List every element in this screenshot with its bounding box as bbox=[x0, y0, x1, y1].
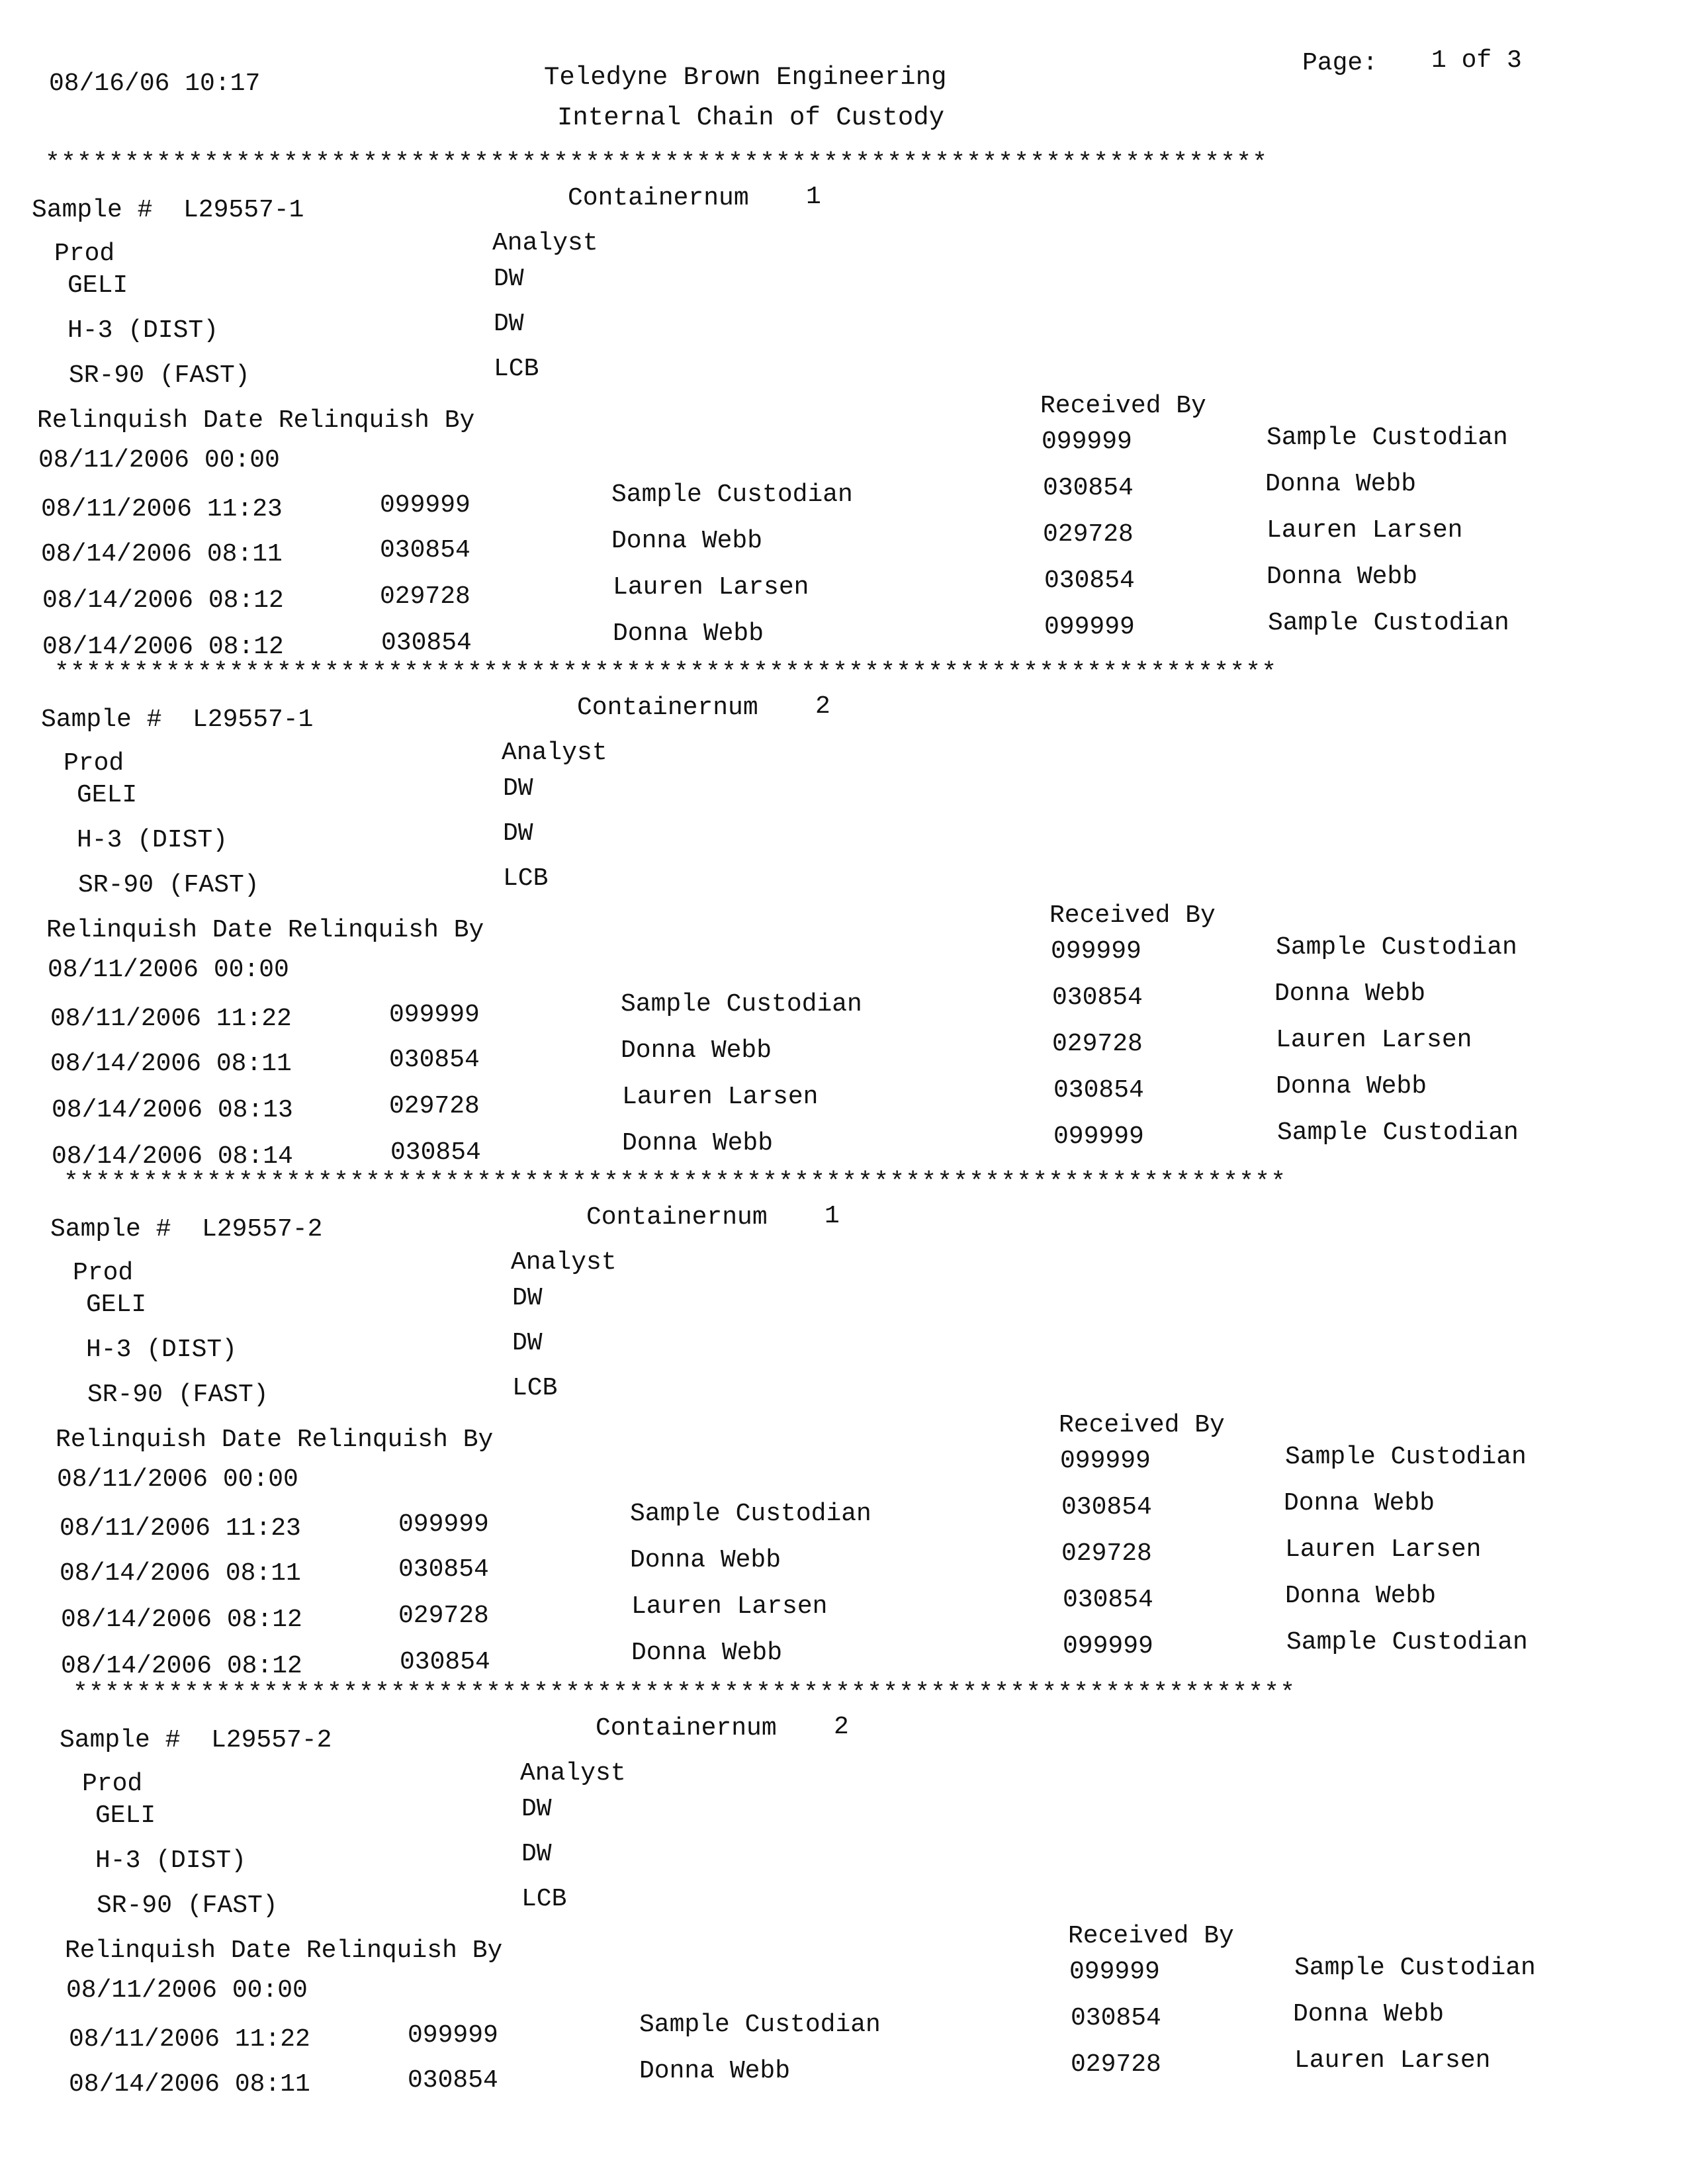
relinquish-name: Sample Custodian bbox=[639, 2011, 881, 2039]
received-id: 030854 bbox=[1061, 1493, 1152, 1522]
transfer-date: 08/14/2006 08:12 bbox=[61, 1652, 302, 1680]
prod-header: Prod bbox=[82, 1770, 143, 1798]
relinquish-id: 030854 bbox=[381, 629, 472, 657]
product-name: GELI bbox=[86, 1291, 147, 1319]
relinquish-id: 030854 bbox=[408, 2066, 498, 2095]
prod-header: Prod bbox=[73, 1259, 134, 1287]
transfer-date: 08/14/2006 08:12 bbox=[42, 633, 284, 661]
transfer-date: 08/11/2006 11:22 bbox=[50, 1005, 292, 1033]
received-name: Sample Custodian bbox=[1285, 1443, 1527, 1471]
received-id: 029728 bbox=[1061, 1539, 1152, 1568]
received-id: 030854 bbox=[1053, 1076, 1144, 1105]
analyst-code: LCB bbox=[521, 1885, 567, 1913]
analyst-header: Analyst bbox=[520, 1759, 626, 1788]
received-name: Donna Webb bbox=[1284, 1489, 1435, 1518]
transfer-date: 08/11/2006 11:22 bbox=[69, 2025, 310, 2054]
divider: ***************************************************************************** bbox=[73, 1679, 1296, 1707]
relinquish-id: 099999 bbox=[408, 2021, 498, 2050]
product-name: GELI bbox=[95, 1801, 156, 1830]
product-name: SR-90 (FAST) bbox=[69, 361, 250, 390]
transfer-date: 08/14/2006 08:11 bbox=[60, 1559, 301, 1588]
prod-header: Prod bbox=[54, 240, 115, 268]
relinquish-name: Lauren Larsen bbox=[631, 1592, 828, 1621]
analyst-header: Analyst bbox=[502, 739, 607, 767]
container-label: Containernum bbox=[568, 184, 749, 212]
transfer-date: 08/14/2006 08:11 bbox=[41, 540, 283, 569]
relinquish-name: Donna Webb bbox=[631, 1639, 783, 1667]
relinquish-name: Donna Webb bbox=[630, 1546, 781, 1574]
custody-record bbox=[9, 510, 1694, 1171]
relinquish-name: Donna Webb bbox=[613, 619, 764, 648]
container-number: 2 bbox=[815, 692, 830, 721]
transfer-date: 08/14/2006 08:12 bbox=[61, 1606, 302, 1634]
received-header: Received By bbox=[1040, 392, 1206, 420]
relinquish-name: Lauren Larsen bbox=[622, 1083, 819, 1111]
received-header: Received By bbox=[1068, 1922, 1234, 1950]
received-name: Sample Custodian bbox=[1277, 1118, 1519, 1147]
container-number: 2 bbox=[834, 1713, 849, 1741]
sample-number: L29557-1 bbox=[183, 196, 304, 224]
received-name: Lauren Larsen bbox=[1285, 1535, 1482, 1564]
relinquish-id: 030854 bbox=[389, 1046, 480, 1074]
relinquish-id: 030854 bbox=[390, 1138, 481, 1167]
first-date: 08/11/2006 00:00 bbox=[66, 1976, 308, 2005]
product-name: SR-90 (FAST) bbox=[87, 1381, 269, 1409]
custody-record bbox=[19, 1019, 1694, 1680]
container-number: 1 bbox=[806, 183, 821, 211]
transfer-date: 08/14/2006 08:12 bbox=[42, 586, 284, 615]
relinquish-header: Relinquish Date Relinquish By bbox=[65, 1936, 503, 1965]
relinquish-name: Lauren Larsen bbox=[613, 573, 809, 602]
relinquish-id: 099999 bbox=[398, 1510, 489, 1539]
received-id: 029728 bbox=[1071, 2050, 1161, 2079]
analyst-code: LCB bbox=[494, 355, 539, 383]
received-id: 029728 bbox=[1043, 520, 1134, 549]
container-number: 1 bbox=[825, 1202, 840, 1230]
sample-number: L29557-2 bbox=[202, 1215, 323, 1244]
product-name: GELI bbox=[77, 781, 138, 809]
relinquish-header: Relinquish Date Relinquish By bbox=[46, 916, 484, 944]
analyst-header: Analyst bbox=[511, 1248, 617, 1277]
product-name: GELI bbox=[67, 271, 128, 300]
relinquish-name: Donna Webb bbox=[621, 1036, 772, 1065]
transfer-date: 08/11/2006 11:23 bbox=[41, 495, 283, 523]
received-name: Donna Webb bbox=[1293, 2000, 1445, 2028]
relinquish-name: Donna Webb bbox=[639, 2057, 791, 2085]
relinquish-id: 029728 bbox=[398, 1602, 489, 1630]
received-header: Received By bbox=[1049, 901, 1216, 930]
page-number: 1 of 3 bbox=[1431, 46, 1522, 75]
received-id: 030854 bbox=[1071, 2004, 1161, 2032]
page-label: Page: bbox=[1302, 49, 1378, 77]
sample-label: Sample # bbox=[60, 1726, 181, 1754]
relinquish-id: 030854 bbox=[400, 1648, 490, 1676]
received-id: 099999 bbox=[1051, 937, 1141, 966]
received-name: Donna Webb bbox=[1265, 470, 1417, 498]
report-datetime: 08/16/06 10:17 bbox=[49, 69, 261, 98]
divider: ***************************************************************************** bbox=[54, 659, 1278, 687]
received-name: Sample Custodian bbox=[1294, 1954, 1536, 1982]
received-id: 030854 bbox=[1043, 474, 1134, 502]
first-date: 08/11/2006 00:00 bbox=[48, 956, 289, 984]
product-name: SR-90 (FAST) bbox=[78, 871, 259, 899]
received-header: Received By bbox=[1059, 1411, 1225, 1439]
relinquish-id: 099999 bbox=[389, 1001, 480, 1029]
custody-record bbox=[0, 0, 1694, 661]
container-label: Containernum bbox=[596, 1714, 777, 1743]
relinquish-id: 029728 bbox=[389, 1092, 480, 1120]
received-name: Sample Custodian bbox=[1268, 609, 1509, 637]
analyst-code: DW bbox=[494, 310, 524, 338]
divider: ***************************************************************************** bbox=[45, 149, 1269, 177]
analyst-code: DW bbox=[503, 819, 533, 848]
sample-label: Sample # bbox=[50, 1215, 171, 1244]
sample-label: Sample # bbox=[32, 196, 153, 224]
analyst-code: LCB bbox=[503, 864, 549, 893]
analyst-header: Analyst bbox=[492, 229, 598, 257]
relinquish-header: Relinquish Date Relinquish By bbox=[37, 406, 475, 435]
analyst-code: DW bbox=[494, 265, 524, 293]
received-id: 099999 bbox=[1060, 1447, 1151, 1475]
product-name: SR-90 (FAST) bbox=[97, 1891, 278, 1920]
relinquish-header: Relinquish Date Relinquish By bbox=[56, 1426, 494, 1454]
received-id: 099999 bbox=[1053, 1122, 1144, 1151]
relinquish-name: Sample Custodian bbox=[611, 480, 853, 509]
received-id: 030854 bbox=[1063, 1586, 1153, 1614]
product-name: H-3 (DIST) bbox=[95, 1846, 247, 1875]
received-name: Donna Webb bbox=[1276, 1072, 1427, 1101]
received-id: 099999 bbox=[1063, 1632, 1153, 1661]
received-name: Sample Custodian bbox=[1276, 933, 1517, 962]
container-label: Containernum bbox=[586, 1203, 768, 1232]
relinquish-id: 030854 bbox=[380, 536, 470, 565]
first-date: 08/11/2006 00:00 bbox=[57, 1465, 298, 1494]
transfer-date: 08/14/2006 08:14 bbox=[52, 1142, 293, 1171]
received-id: 030854 bbox=[1052, 983, 1143, 1012]
received-id: 029728 bbox=[1052, 1030, 1143, 1058]
received-name: Donna Webb bbox=[1267, 563, 1418, 591]
received-name: Donna Webb bbox=[1285, 1582, 1437, 1610]
product-name: H-3 (DIST) bbox=[86, 1336, 238, 1364]
relinquish-name: Sample Custodian bbox=[630, 1500, 871, 1528]
analyst-code: DW bbox=[521, 1840, 552, 1868]
container-label: Containernum bbox=[577, 694, 758, 722]
transfer-date: 08/11/2006 11:23 bbox=[60, 1514, 301, 1543]
analyst-code: DW bbox=[512, 1329, 543, 1357]
received-name: Sample Custodian bbox=[1286, 1628, 1528, 1657]
sample-label: Sample # bbox=[41, 705, 162, 734]
received-id: 099999 bbox=[1042, 428, 1132, 456]
received-id: 099999 bbox=[1044, 613, 1135, 641]
relinquish-name: Donna Webb bbox=[622, 1129, 774, 1158]
received-name: Lauren Larsen bbox=[1276, 1026, 1472, 1054]
analyst-code: DW bbox=[512, 1284, 543, 1312]
product-name: H-3 (DIST) bbox=[77, 826, 228, 854]
analyst-code: DW bbox=[521, 1795, 552, 1823]
relinquish-id: 099999 bbox=[380, 491, 470, 520]
prod-header: Prod bbox=[64, 749, 124, 778]
received-id: 099999 bbox=[1069, 1958, 1160, 1986]
analyst-code: LCB bbox=[512, 1374, 558, 1402]
transfer-date: 08/14/2006 08:13 bbox=[52, 1096, 293, 1124]
relinquish-name: Sample Custodian bbox=[621, 990, 862, 1019]
custody-record bbox=[28, 1530, 1694, 2099]
analyst-code: DW bbox=[503, 774, 533, 803]
received-name: Sample Custodian bbox=[1267, 424, 1508, 452]
sample-number: L29557-2 bbox=[211, 1726, 332, 1754]
received-id: 030854 bbox=[1044, 567, 1135, 595]
received-name: Donna Webb bbox=[1274, 979, 1426, 1008]
report-title: Internal Chain of Custody bbox=[557, 103, 945, 132]
transfer-date: 08/14/2006 08:11 bbox=[69, 2070, 310, 2099]
company-name: Teledyne Brown Engineering bbox=[544, 63, 947, 92]
divider: ***************************************************************************** bbox=[64, 1168, 1287, 1197]
relinquish-id: 030854 bbox=[398, 1555, 489, 1584]
received-name: Lauren Larsen bbox=[1294, 2046, 1491, 2075]
transfer-date: 08/14/2006 08:11 bbox=[50, 1050, 292, 1078]
product-name: H-3 (DIST) bbox=[67, 316, 219, 345]
received-name: Lauren Larsen bbox=[1267, 516, 1463, 545]
relinquish-id: 029728 bbox=[380, 582, 470, 611]
relinquish-name: Donna Webb bbox=[611, 527, 763, 555]
sample-number: L29557-1 bbox=[193, 705, 314, 734]
first-date: 08/11/2006 00:00 bbox=[38, 446, 280, 475]
